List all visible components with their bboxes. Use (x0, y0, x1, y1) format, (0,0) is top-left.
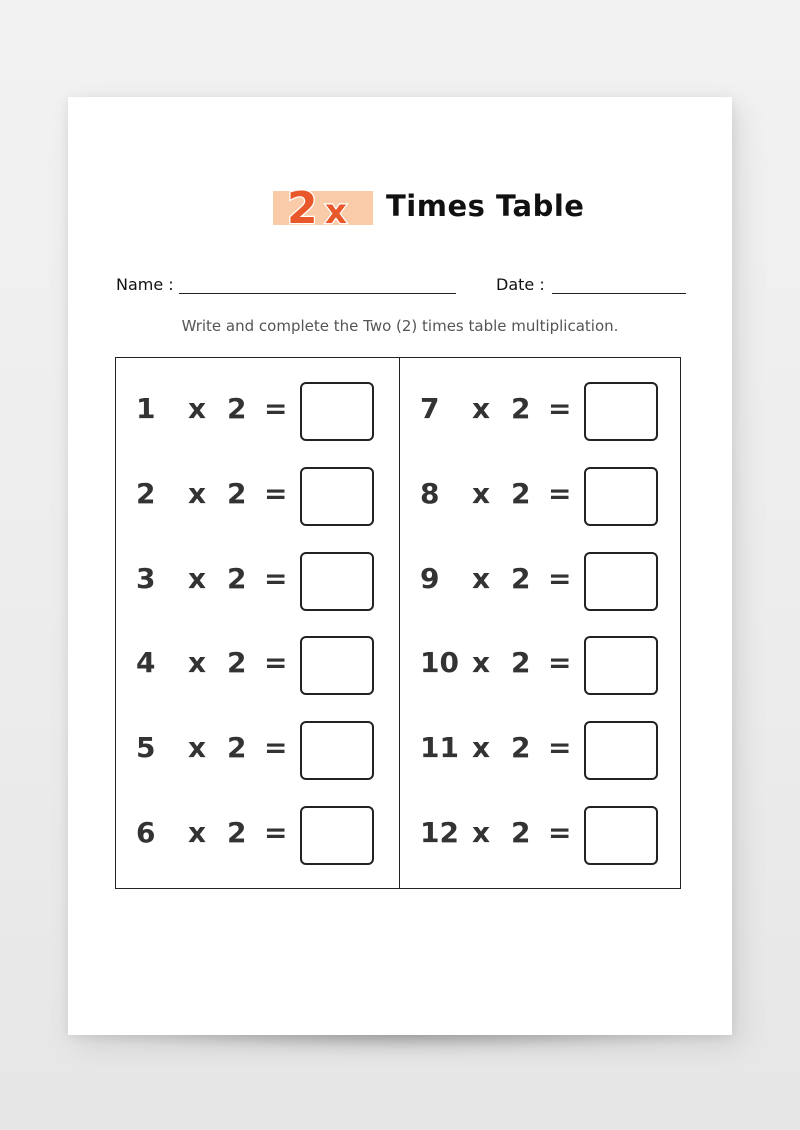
problem-row (400, 721, 683, 781)
answer-box[interactable] (300, 467, 374, 526)
multiplier: 2 (511, 731, 531, 764)
answer-box[interactable] (584, 467, 658, 526)
problem-row (400, 552, 683, 612)
multiplicand: 9 (420, 562, 440, 595)
equals-sign: = (548, 731, 572, 764)
equals-sign: = (264, 731, 288, 764)
page-title: Times Table (386, 189, 585, 223)
times-operator: x (188, 477, 207, 510)
badge-number: 2 (287, 183, 318, 231)
problem-row (116, 552, 399, 612)
multiplicand: 10 (420, 646, 459, 679)
multiplicand: 6 (136, 816, 156, 849)
times-operator: x (188, 562, 207, 595)
multiplicand: 1 (136, 392, 156, 425)
equals-sign: = (548, 392, 572, 425)
answer-box[interactable] (584, 382, 658, 441)
date-label: Date : (496, 275, 545, 294)
times-operator: x (188, 816, 207, 849)
equals-sign: = (548, 477, 572, 510)
equals-sign: = (264, 392, 288, 425)
multiplier: 2 (511, 646, 531, 679)
problem-row (116, 806, 399, 866)
problem-row (400, 636, 683, 696)
times-operator: x (472, 562, 491, 595)
worksheet-header (68, 183, 732, 231)
multiplicand: 11 (420, 731, 459, 764)
problem-column-left (116, 358, 399, 888)
multiplicand: 12 (420, 816, 459, 849)
multiplier: 2 (227, 562, 247, 595)
equals-sign: = (548, 646, 572, 679)
multiplicand: 8 (420, 477, 440, 510)
problem-row (400, 467, 683, 527)
answer-box[interactable] (300, 721, 374, 780)
answer-box[interactable] (584, 552, 658, 611)
problem-row (116, 382, 399, 442)
multiplicand: 4 (136, 646, 156, 679)
times-operator: x (188, 646, 207, 679)
date-field[interactable] (552, 293, 686, 294)
answer-box[interactable] (300, 382, 374, 441)
worksheet-page (68, 97, 732, 1035)
equals-sign: = (264, 646, 288, 679)
answer-box[interactable] (584, 721, 658, 780)
badge-symbol: x (325, 192, 347, 231)
answer-box[interactable] (300, 636, 374, 695)
times-operator: x (472, 392, 491, 425)
problem-grid (115, 357, 681, 889)
two-times-icon (273, 183, 373, 231)
multiplier: 2 (227, 392, 247, 425)
multiplicand: 7 (420, 392, 440, 425)
equals-sign: = (264, 816, 288, 849)
answer-box[interactable] (300, 806, 374, 865)
times-badge-logo (273, 183, 373, 231)
equals-sign: = (264, 477, 288, 510)
name-field[interactable] (179, 293, 456, 294)
times-operator: x (472, 646, 491, 679)
equals-sign: = (264, 562, 288, 595)
multiplier: 2 (511, 816, 531, 849)
student-fields (116, 273, 688, 303)
times-operator: x (472, 731, 491, 764)
multiplier: 2 (511, 562, 531, 595)
name-label: Name : (116, 275, 174, 294)
instruction-text: Write and complete the Two (2) times table multiplication. (181, 317, 619, 335)
problem-row (400, 382, 683, 442)
answer-box[interactable] (584, 806, 658, 865)
multiplier: 2 (227, 477, 247, 510)
multiplicand: 5 (136, 731, 156, 764)
multiplier: 2 (227, 816, 247, 849)
equals-sign: = (548, 816, 572, 849)
multiplicand: 3 (136, 562, 156, 595)
equals-sign: = (548, 562, 572, 595)
multiplier: 2 (227, 646, 247, 679)
times-operator: x (472, 816, 491, 849)
times-operator: x (472, 477, 491, 510)
times-operator: x (188, 731, 207, 764)
problem-row (116, 467, 399, 527)
problem-row (116, 636, 399, 696)
answer-box[interactable] (300, 552, 374, 611)
multiplicand: 2 (136, 477, 156, 510)
times-operator: x (188, 392, 207, 425)
multiplier: 2 (511, 477, 531, 510)
multiplier: 2 (511, 392, 531, 425)
problem-row (400, 806, 683, 866)
problem-row (116, 721, 399, 781)
answer-box[interactable] (584, 636, 658, 695)
multiplier: 2 (227, 731, 247, 764)
problem-column-right (400, 358, 683, 888)
